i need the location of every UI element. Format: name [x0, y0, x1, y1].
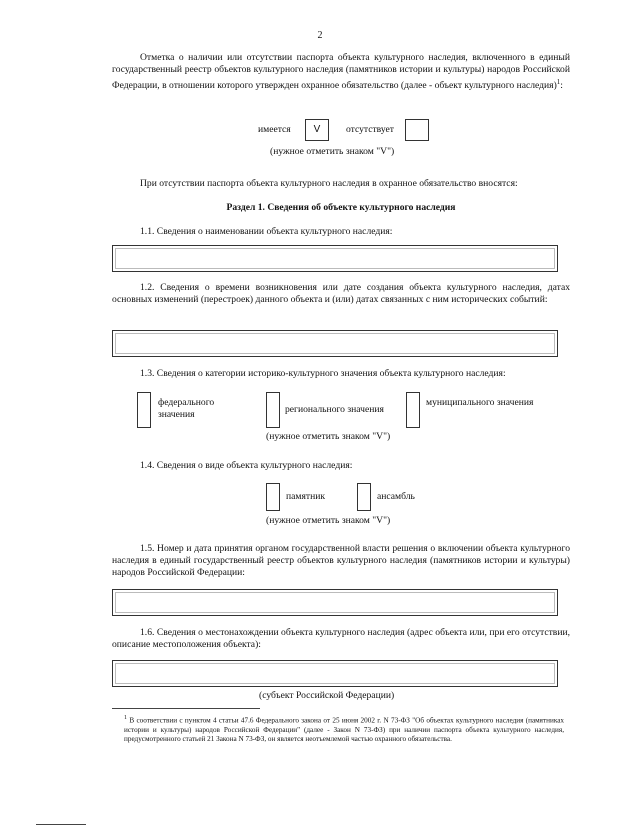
footnote-ref: 1	[556, 78, 561, 86]
passport-intro-text: Отметка о наличии или отсутствии паспорта объекта культурного наследия, включенного в единый государственный реестр объектов культурного наследия (памятников истории и культуры) народов Российской Федерации, в отношении которого утвержден охранное обязательство (далее - объект культурного наследия)	[112, 52, 570, 92]
location-field[interactable]	[112, 660, 558, 687]
municipal-label: муниципального значения	[426, 397, 534, 408]
type-hint: (нужное отметить знаком "V")	[266, 515, 391, 526]
section-1-3-label: 1.3. Сведения о категории историко-культурного значения объекта культурного наследия:	[140, 368, 506, 379]
passport-absent-label: отсутствует	[346, 124, 394, 135]
passport-absent-checkbox[interactable]	[405, 119, 429, 141]
category-hint: (нужное отметить знаком "V")	[266, 431, 391, 442]
bottom-left-rule	[36, 824, 86, 825]
municipal-checkbox[interactable]	[406, 392, 420, 428]
footnote-mark: 1	[124, 715, 127, 721]
subject-caption: (субъект Российской Федерации)	[259, 690, 395, 701]
footnote-separator	[112, 708, 260, 709]
regional-checkbox[interactable]	[266, 392, 280, 428]
section-1-5-label: 1.5. Номер и дата принятия органом государственной власти решения о включении объекта культурного наследия в единый государственный реестр объектов культурного наследия (памятников истории и культуры) народов Российской Федерации:	[112, 543, 570, 578]
ensemble-label: ансамбль	[377, 491, 415, 502]
page-number: 2	[317, 30, 323, 41]
section-1-4-label: 1.4. Сведения о виде объекта культурного наследия:	[140, 460, 353, 471]
monument-checkbox[interactable]	[266, 483, 280, 511]
section-title: Раздел 1. Сведения об объекте культурного наследия	[226, 202, 456, 213]
name-field[interactable]	[112, 245, 558, 272]
section-1-2-label: 1.2. Сведения о времени возникновения или дате создания объекта культурного наследия, датах основных изменений (перестроек) данного объекта и (или) датах связанных с ним исторических событий:	[112, 282, 570, 305]
absent-note: При отсутствии паспорта объекта культурного наследия в охранное обязательство вносятся:	[140, 178, 518, 189]
footnote-text: В соответствии с пунктом 4 статьи 47.6 Федерального закона от 25 июня 2002 г. N 73-ФЗ "Об объектах культурного наследия (памятниках истории и культуры) народов Российской Федерации" (далее - Закон N 73-ФЗ) при наличии паспорта объекта культурного наследия, предусмотренного статьей 21 Закона N 73-ФЗ, он является неотъемлемой частью охранного обязательства.	[124, 716, 564, 743]
federal-label: федерального значения	[158, 397, 215, 420]
passport-hint: (нужное отметить знаком "V")	[270, 146, 395, 157]
regional-label: регионального значения	[285, 404, 384, 415]
passport-intro-suffix: :	[560, 80, 563, 92]
passport-intro	[112, 52, 570, 92]
section-1-6-label: 1.6. Сведения о местонахождении объекта культурного наследия (адрес объекта или, при его отсутствии, описание местоположения объекта):	[112, 627, 570, 650]
passport-has-label: имеется	[258, 124, 291, 135]
ensemble-checkbox[interactable]	[357, 483, 371, 511]
dates-field[interactable]	[112, 330, 558, 357]
monument-label: памятник	[286, 491, 325, 502]
federal-checkbox[interactable]	[137, 392, 151, 428]
passport-has-checkbox[interactable]: V	[305, 119, 329, 141]
section-1-1-label: 1.1. Сведения о наименовании объекта культурного наследия:	[140, 226, 393, 237]
decision-field[interactable]	[112, 589, 558, 616]
footnote	[124, 714, 564, 744]
